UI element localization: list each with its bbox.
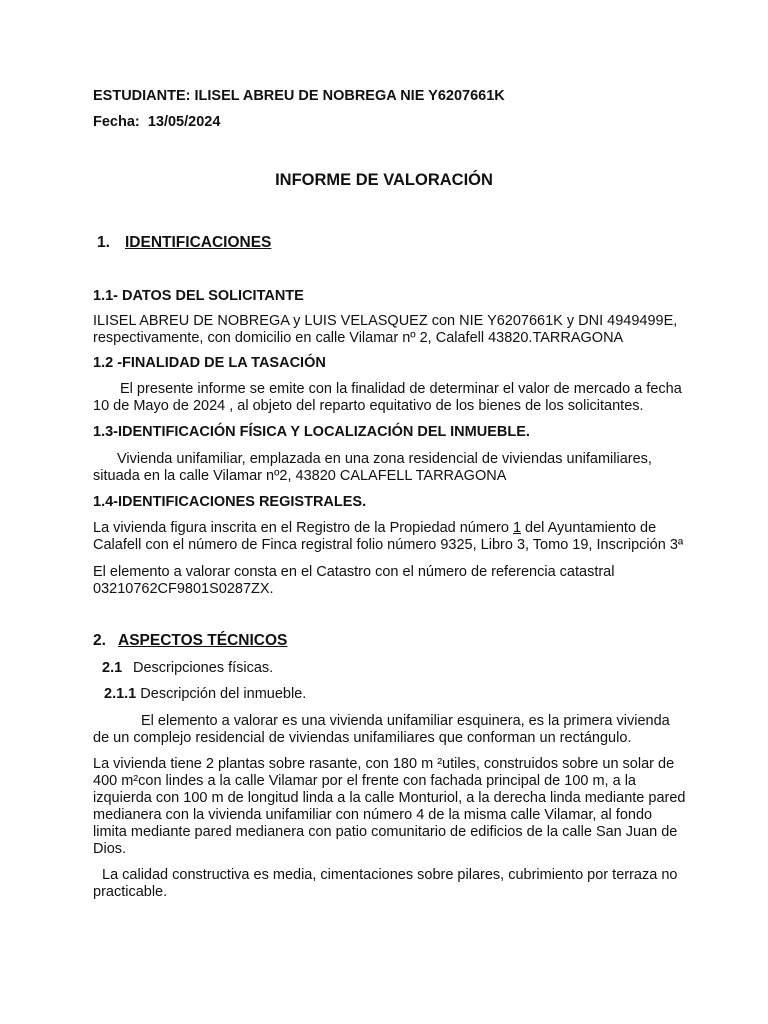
subsection-1-2-heading — [93, 355, 326, 372]
section-1-heading — [97, 234, 271, 251]
description-p3-line-2: practicable. — [93, 884, 168, 900]
registry-number: 1 — [512, 520, 522, 536]
applicant-line-2: respectivamente, con domicilio en calle Vilamar nº 2, Calafell 43820.TARRAGONA — [93, 330, 624, 346]
date-value: 13/05/2024 — [147, 114, 221, 130]
description-p2-line-3: izquierda con 100 m de longitud linda a la calle Monturiol, a la derecha linda mediante pared — [93, 790, 686, 806]
subsection-1-2-number: 1.2 — [93, 355, 114, 371]
registry-text-post: del Ayuntamiento de — [521, 520, 657, 536]
subsection-1-1-heading — [93, 288, 304, 305]
student-line: ESTUDIANTE: ILISEL ABREU DE NOBREGA NIE Y6207661K — [93, 88, 505, 104]
registry-text-pre: La vivienda figura inscrita en el Registro de la Propiedad número — [93, 520, 513, 536]
location-line-1: Vivienda unifamiliar, emplazada en una zona residencial de viviendas unifamiliares, — [117, 451, 652, 467]
applicant-line-1: ILISEL ABREU DE NOBREGA y LUIS VELASQUEZ con NIE Y6207661K y DNI 4949499E, — [93, 313, 678, 329]
description-p2-line-2: 400 m²con lindes a la calle Vilamar por el frente con fachada principal de 100 m, a la — [93, 773, 636, 789]
date-line — [93, 114, 220, 131]
description-p2-line-1: La vivienda tiene 2 plantas sobre rasante, con 180 m ²utiles, construidos sobre un solar de — [93, 756, 675, 772]
section-2-title: ASPECTOS TÉCNICOS — [118, 632, 288, 649]
subsection-1-1-number: 1.1 — [93, 288, 114, 304]
description-p1-line-1: El elemento a valorar es una vivienda unifamiliar esquinera, es la primera vivienda — [141, 713, 670, 729]
subsection-2-1-title: Descripciones físicas. — [133, 660, 274, 676]
subsection-2-1 — [102, 660, 273, 677]
subsection-1-1-title: - DATOS DEL SOLICITANTE — [113, 288, 304, 304]
purpose-line-1: El presente informe se emite con la finalidad de determinar el valor de mercado a fecha — [120, 381, 682, 397]
document-title: INFORME DE VALORACIÓN — [275, 171, 493, 189]
subsection-1-3-heading: 1.3-IDENTIFICACIÓN FÍSICA Y LOCALIZACIÓN DEL INMUEBLE. — [93, 424, 530, 440]
cadastre-line-1: El elemento a valorar consta en el Catastro con el número de referencia catastral — [93, 564, 615, 580]
section-1-number: 1. — [97, 234, 110, 251]
section-2-heading — [93, 632, 287, 649]
registry-line-1 — [93, 520, 656, 537]
section-1-title: IDENTIFICACIONES — [125, 234, 272, 251]
subsection-2-1-number: 2.1 — [102, 660, 123, 676]
description-p2-line-5: limita mediante pared medianera con patio comunitario de edificios de la calle San Juan de — [93, 824, 678, 840]
subsection-2-1-1 — [104, 686, 306, 703]
purpose-line-2: 10 de Mayo de 2024 , al objeto del reparto equitativo de los bienes de los solicitantes. — [93, 398, 644, 414]
location-line-2: situada en la calle Vilamar nº2, 43820 CALAFELL TARRAGONA — [93, 468, 507, 484]
section-2-number: 2. — [93, 632, 106, 649]
description-p2-line-4: medianera con la vivienda unifamiliar con número 4 de la misma calle Vilamar, al fondo — [93, 807, 653, 823]
registry-line-2: Calafell con el número de Finca registral folio número 9325, Libro 3, Tomo 19, Inscripción 3ª — [93, 537, 684, 553]
description-p2-line-6: Dios. — [93, 841, 127, 857]
subsection-1-4-heading: 1.4-IDENTIFICACIONES REGISTRALES. — [93, 494, 367, 510]
description-p1-line-2: de un complejo residencial de viviendas unifamiliares que conforman un rectángulo. — [93, 730, 632, 746]
subsection-1-2-title: -FINALIDAD DE LA TASACIÓN — [113, 355, 326, 371]
subsection-2-1-1-number: 2.1.1 — [104, 686, 137, 702]
description-p3-line-1: La calidad constructiva es media, cimentaciones sobre pilares, cubrimiento por terraza no — [102, 867, 678, 883]
subsection-2-1-1-title: Descripción del inmueble. — [136, 686, 307, 702]
cadastre-line-2: 03210762CF9801S0287ZX. — [93, 581, 274, 597]
date-label: Fecha: — [93, 114, 140, 130]
